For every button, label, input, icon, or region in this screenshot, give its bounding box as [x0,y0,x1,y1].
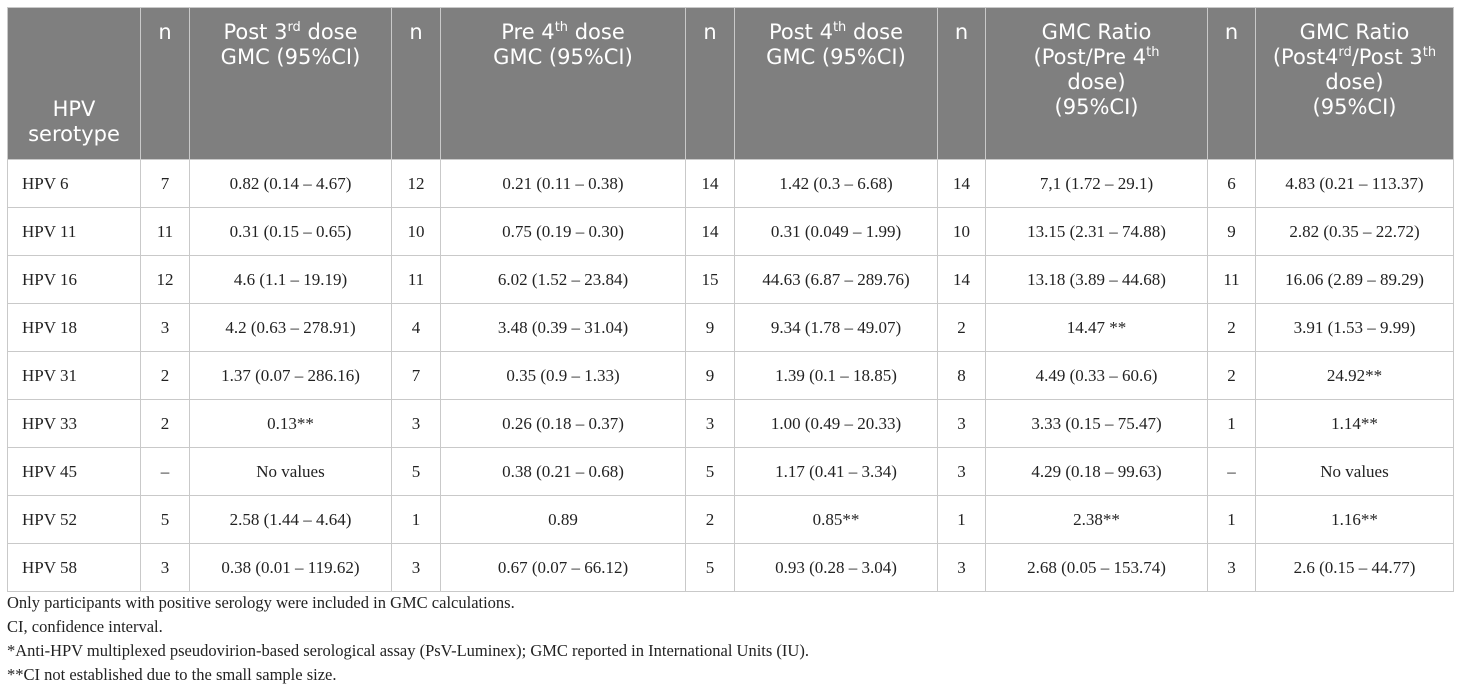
cell-n: 11 [1208,256,1256,304]
header-text: (Post4 [1272,45,1339,69]
cell-value: 24.92** [1256,352,1454,400]
cell-n: 5 [392,448,441,496]
table-row [8,448,1454,496]
cell-value: 4.6 (1.1 – 19.19) [190,256,392,304]
table-container [7,7,1453,592]
cell-value: 0.93 (0.28 – 3.04) [735,544,938,592]
header-n-label: n [703,20,717,44]
cell-value: 0.85** [735,496,938,544]
cell-n: 12 [141,256,190,304]
cell-value: 16.06 (2.89 – 89.29) [1256,256,1454,304]
header-n-label: n [1224,20,1239,44]
cell-n: 3 [1208,544,1256,592]
cell-n: 3 [938,544,986,592]
table-row [8,400,1454,448]
cell-value: 13.18 (3.89 – 44.68) [986,256,1208,304]
cell-value: 0.31 (0.15 – 0.65) [190,208,392,256]
cell-value: 0.67 (0.07 – 66.12) [441,544,686,592]
header-text: dose) [1325,70,1384,94]
cell-n: 11 [141,208,190,256]
header-sup: th [832,20,847,35]
header-sup: th [554,20,569,35]
cell-value: 1.17 (0.41 – 3.34) [735,448,938,496]
table-row [8,352,1454,400]
cell-value: 2.38** [986,496,1208,544]
cell-n: 2 [1208,304,1256,352]
cell-serotype: HPV 52 [8,496,141,544]
footnote: *Anti-HPV multiplexed pseudovirion-based serological assay (PsV-Luminex); GMC reported in International Units (IU). [7,641,809,660]
header-text: dose [300,20,358,44]
cell-value: 1.42 (0.3 – 6.68) [735,160,938,208]
cell-n: 3 [938,448,986,496]
cell-serotype: HPV 31 [8,352,141,400]
header-n-label: n [409,20,423,44]
cell-value: 0.38 (0.01 – 119.62) [190,544,392,592]
cell-n: 2 [1208,352,1256,400]
cell-n: 14 [686,208,735,256]
cell-n: 3 [141,544,190,592]
header-text: GMC (95%CI) [220,45,361,69]
footnote: **CI not established due to the small sample size. [7,665,337,684]
cell-n: 2 [141,400,190,448]
cell-n: 3 [141,304,190,352]
cell-value: 14.47 ** [986,304,1208,352]
header-text: GMC Ratio [1041,20,1152,44]
cell-serotype: HPV 18 [8,304,141,352]
cell-value: 0.31 (0.049 – 1.99) [735,208,938,256]
cell-n: 8 [938,352,986,400]
cell-value: 0.89 [441,496,686,544]
cell-value: 0.35 (0.9 – 1.33) [441,352,686,400]
cell-n: 12 [392,160,441,208]
cell-n: 10 [938,208,986,256]
cell-value: 0.13** [190,400,392,448]
cell-value: 0.82 (0.14 – 4.67) [190,160,392,208]
header-text: Post 4 [768,20,833,44]
header-serotype [8,8,141,160]
cell-serotype: HPV 33 [8,400,141,448]
header-sup: th [1422,45,1437,60]
cell-n: 1 [392,496,441,544]
cell-value: 2.58 (1.44 – 4.64) [190,496,392,544]
header-n [392,8,441,160]
footnotes [7,591,809,687]
cell-n: – [1208,448,1256,496]
cell-n: 7 [141,160,190,208]
cell-n: 2 [686,496,735,544]
header-sup: th [1146,45,1160,60]
cell-n: 3 [392,544,441,592]
header-n [141,8,190,160]
header-text: Post 3 [223,20,288,44]
cell-n: 14 [938,256,986,304]
cell-serotype: HPV 45 [8,448,141,496]
cell-value: No values [190,448,392,496]
cell-n: 10 [392,208,441,256]
cell-n: 9 [1208,208,1256,256]
cell-n: 2 [938,304,986,352]
header-text: dose [568,20,625,44]
cell-value: 4.83 (0.21 – 113.37) [1256,160,1454,208]
header-ratio-post-pre4 [986,8,1208,160]
cell-value: 2.6 (0.15 – 44.77) [1256,544,1454,592]
cell-value: 44.63 (6.87 – 289.76) [735,256,938,304]
table-row [8,256,1454,304]
header-post3-gmc [190,8,392,160]
cell-n: 7 [392,352,441,400]
cell-value: 3.33 (0.15 – 75.47) [986,400,1208,448]
cell-value: 1.00 (0.49 – 20.33) [735,400,938,448]
cell-serotype: HPV 6 [8,160,141,208]
cell-value: 13.15 (2.31 – 74.88) [986,208,1208,256]
table-row [8,160,1454,208]
cell-value: 0.38 (0.21 – 0.68) [441,448,686,496]
header-text: GMC (95%CI) [493,45,633,69]
cell-n: 2 [141,352,190,400]
header-text: Pre 4 [501,20,555,44]
cell-n: 14 [686,160,735,208]
header-row [8,8,1454,160]
header-text: /Post 3 [1351,45,1423,69]
cell-value: 9.34 (1.78 – 49.07) [735,304,938,352]
header-sup: rd [1338,45,1352,60]
footnote: Only participants with positive serology were included in GMC calculations. [7,593,515,612]
header-text: dose) [1067,70,1126,94]
header-n-label: n [158,20,172,44]
cell-n: 5 [686,544,735,592]
header-n [686,8,735,160]
header-text: (Post/Pre 4 [1033,45,1147,69]
table-row [8,496,1454,544]
cell-value: 3.48 (0.39 – 31.04) [441,304,686,352]
cell-n: 3 [686,400,735,448]
header-text: GMC (95%CI) [766,45,906,69]
cell-value: 4.2 (0.63 – 278.91) [190,304,392,352]
header-ratio-post4-post3 [1256,8,1454,160]
cell-value: 0.21 (0.11 – 0.38) [441,160,686,208]
cell-n: 5 [686,448,735,496]
header-serotype-label: HPV serotype [28,97,120,146]
header-text: GMC Ratio [1299,20,1410,44]
cell-value: 0.75 (0.19 – 0.30) [441,208,686,256]
cell-n: – [141,448,190,496]
cell-n: 5 [141,496,190,544]
header-text: dose [846,20,904,44]
cell-n: 6 [1208,160,1256,208]
cell-value: 2.82 (0.35 – 22.72) [1256,208,1454,256]
header-text: (95%CI) [1054,95,1139,119]
cell-value: 2.68 (0.05 – 153.74) [986,544,1208,592]
cell-value: 4.49 (0.33 – 60.6) [986,352,1208,400]
cell-value: 0.26 (0.18 – 0.37) [441,400,686,448]
cell-serotype: HPV 11 [8,208,141,256]
footnote: CI, confidence interval. [7,617,163,636]
header-sup: rd [287,20,301,35]
header-n-label: n [954,20,969,44]
cell-n: 1 [1208,400,1256,448]
cell-n: 11 [392,256,441,304]
cell-n: 9 [686,352,735,400]
cell-n: 15 [686,256,735,304]
cell-value: 1.37 (0.07 – 286.16) [190,352,392,400]
cell-n: 9 [686,304,735,352]
cell-value: No values [1256,448,1454,496]
cell-n: 3 [938,400,986,448]
header-text: (95%CI) [1312,95,1397,119]
header-n [938,8,986,160]
cell-n: 14 [938,160,986,208]
cell-value: 7,1 (1.72 – 29.1) [986,160,1208,208]
cell-serotype: HPV 58 [8,544,141,592]
cell-value: 1.16** [1256,496,1454,544]
table-row [8,544,1454,592]
cell-serotype: HPV 16 [8,256,141,304]
cell-value: 1.39 (0.1 – 18.85) [735,352,938,400]
table-body [8,160,1454,592]
cell-value: 6.02 (1.52 – 23.84) [441,256,686,304]
header-post4-gmc [735,8,938,160]
header-pre4-gmc [441,8,686,160]
cell-value: 4.29 (0.18 – 99.63) [986,448,1208,496]
table-row [8,304,1454,352]
cell-n: 4 [392,304,441,352]
cell-n: 1 [938,496,986,544]
cell-n: 3 [392,400,441,448]
cell-value: 1.14** [1256,400,1454,448]
cell-n: 1 [1208,496,1256,544]
gmc-table [7,7,1454,592]
cell-value: 3.91 (1.53 – 9.99) [1256,304,1454,352]
table-row [8,208,1454,256]
header-n [1208,8,1256,160]
